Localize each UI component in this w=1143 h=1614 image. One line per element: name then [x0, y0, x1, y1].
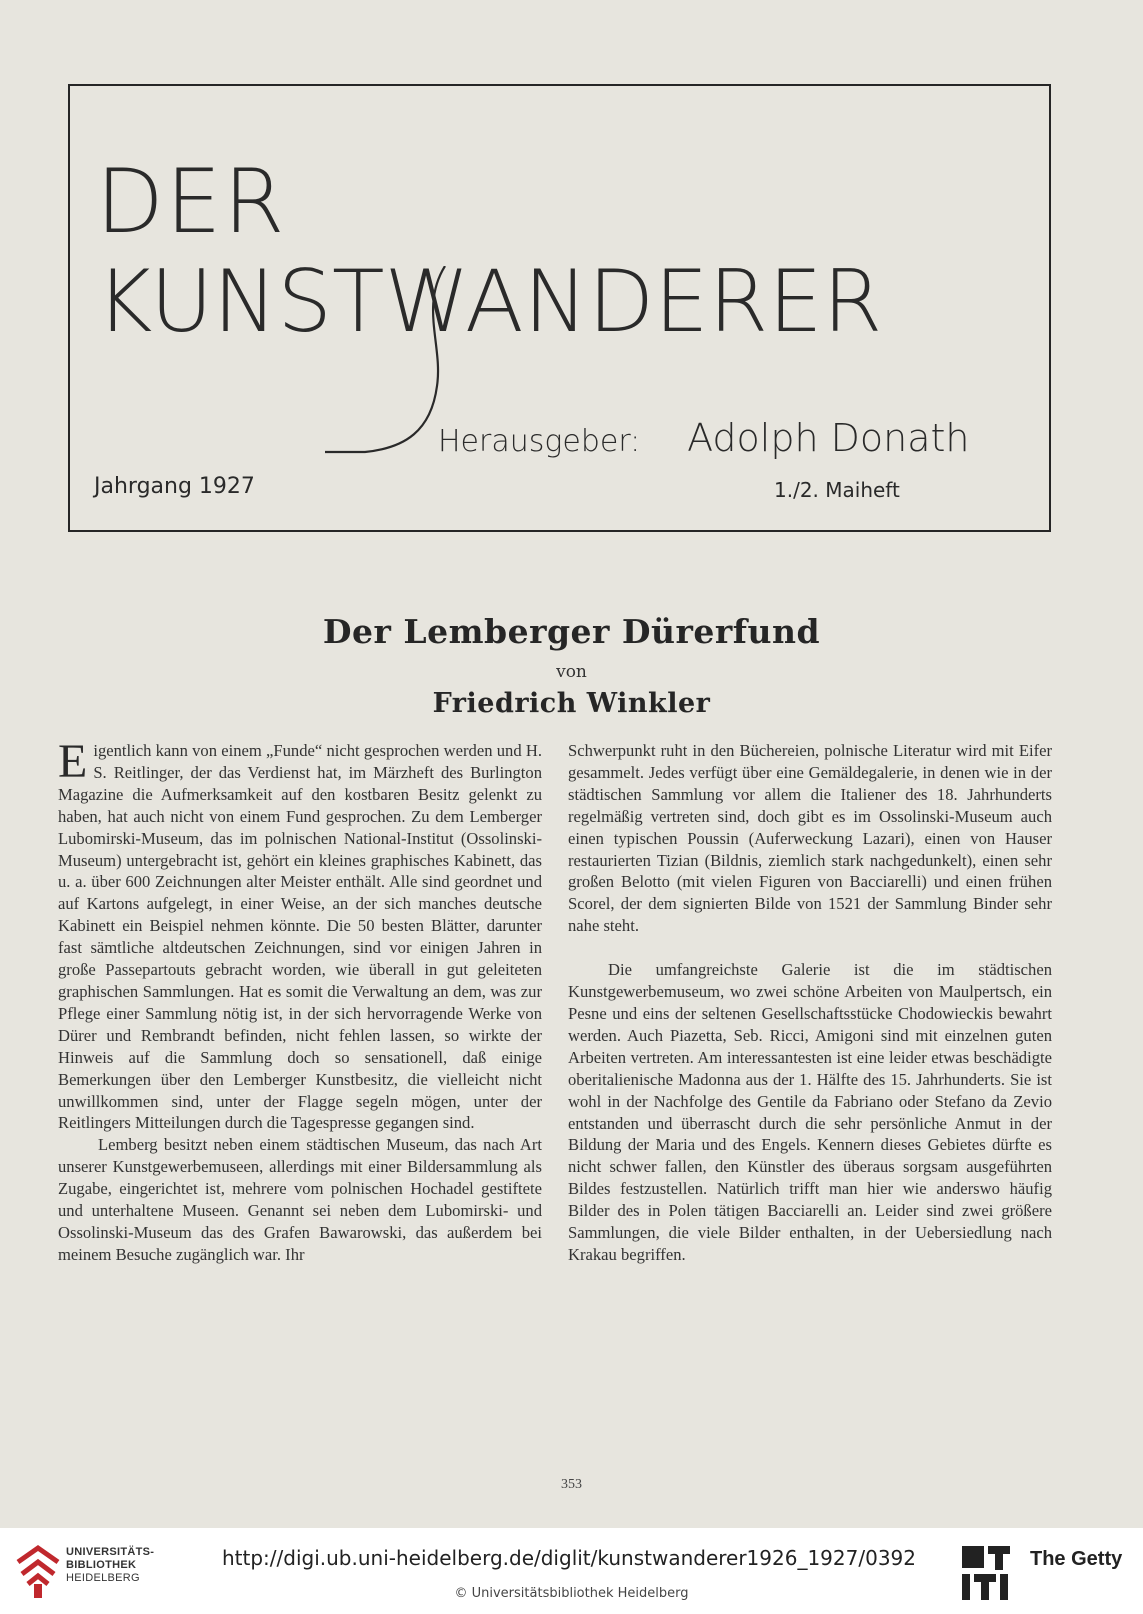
masthead-title-line1: DER: [96, 150, 287, 253]
article-by: von: [556, 662, 587, 682]
page-number: 353: [561, 1477, 582, 1492]
article-title: Der Lemberger Dürerfund: [322, 612, 821, 651]
library-line1: UNIVERSITÄTS-: [66, 1546, 155, 1558]
article-column-right: [568, 740, 1052, 1266]
masthead-frame: [68, 84, 1051, 532]
masthead-hook-flourish: [325, 266, 455, 456]
masthead-issue: 1./2. Maiheft: [774, 478, 900, 502]
article-column-left: [58, 735, 542, 1266]
copyright-notice: © Universitätsbibliothek Heidelberg: [454, 1586, 689, 1601]
article-paragraph: [58, 735, 542, 1134]
editor-label: Herausgeber:: [438, 424, 641, 459]
article-paragraph: Die umfangreichste Galerie ist die im städtischen Kunstgewerbemuseum, wo zwei schöne Arbeiten von Maulpertsch, ein Pesne und eins der seltenen Gesellschaftsstücke Chodowieckis bewahrt werden. Auch Piazetta, Seb. Ricci, Amigoni sind mit einzelnen guten Arbeiten vertreten. Am interessantesten ist eine leider etwas beschädigte oberitalienische Madonna aus der 1. Hälfte des 15. Jahrhunderts. Sie ist wohl in der Nachfolge des Gentile da Fabriano oder Stefano da Zevio entstanden und überrascht durch die sehr persönliche Anmut in der Bildung der Maria und des Engels. Kennern dieses Gebietes dürfte es nicht schwer fallen, den Künstler des überaus sorgsam ausgeführten Bildes festzustellen. Natürlich trifft man hier wie anderswo häufig Bilder des in Polen tätigen Bacciarelli an. Leider sind zwei größere Sammlungen, die viele Bilder enthalten, in der Uebersiedlung nach Krakau begriffen.: [568, 960, 1052, 1264]
library-line2: BIBLIOTHEK: [66, 1559, 137, 1571]
drop-cap-letter: E: [58, 735, 88, 788]
getty-name: The Getty: [1030, 1548, 1123, 1570]
masthead-title-line2: KUNSTWANDERER: [96, 252, 883, 352]
source-url-link[interactable]: http://digi.ub.uni-heidelberg.de/diglit/kunstwanderer1926_1927/0392: [222, 1546, 916, 1570]
article-paragraph: Schwerpunkt ruht in den Büchereien, polnische Literatur wird mit Eifer gesammelt. Jedes verfügt über eine Gemäldegalerie, in denen wie in der städtischen Sammlung vor allem die Italiener des 18. Jahrhunderts regelmäßig vertreten sind, doch gibt es im Ossolinski-Museum auch einen typischen Poussin (Auferweckung Lazari), einen von Hauser restaurierten Tizian (Bildnis, ziemlich stark nachgedunkelt), einen sehr großen Belotto (mit vielen Figuren von Bacciarelli) und einen frühen Scorel, der dem signierten Bilde von 1521 der Sammlung Binder sehr nahe steht.: [568, 741, 1052, 936]
digitization-footer: [0, 1528, 1143, 1614]
getty-logo-icon: [962, 1546, 1010, 1602]
masthead-editor: [438, 416, 998, 460]
library-line3: HEIDELBERG: [66, 1572, 140, 1584]
university-library-name: [66, 1546, 154, 1585]
editor-name: Adolph Donath: [687, 416, 970, 460]
article-paragraph: Lemberg besitzt neben einem städtischen Museum, das nach Art unserer Kunstgewerbemuseen, allerdings mit einer Bildersammlung als Zugabe, eingerichtet ist, mehrere vom polnischen Hochadel gestiftete und unterhaltene Museen. Genannt sei neben dem Lubomirski- und Ossolinski-Museum das des Grafen Bawarowski, das außerdem bei meinem Besuche zugänglich war. Ihr: [58, 1135, 542, 1264]
masthead-year: Jahrgang 1927: [94, 474, 255, 499]
paragraph-text: igentlich kann von einem „Funde“ nicht gesprochen werden und H. S. Reitlinger, der das Verdienst hat, im Märzheft des Burlington Magazine die Aufmerksamkeit auf den kostbaren Besitz gelenkt zu haben, hat auch nicht von einem Fund gesprochen. Zu dem Lemberger Lubomirski-Museum, das im polnischen National-Institut (Ossolinski-Museum) untergebracht ist, gehört ein kleines graphisches Kabinett, das u. a. über 600 Zeichnungen alter Meister enthält. Alle sind geordnet und auf Kartons aufgelegt, in einer Weise, an der sich manches deutsche Kabinett ein Beispiel nehmen könnte. Die 50 besten Blätter, darunter fast sämtliche altdeutschen Zeichnungen, sind vor einigen Jahren in große Passepartouts gebracht worden, wie überall in gut geleiteten graphischen Sammlungen. Hat es somit die Verwaltung an dem, was zur Pflege einer Sammlung nötig ist, in der sich hervorragende Werke von Dürer und Rembrandt befinden, nicht fehlen lassen, so wirkte der Hinweis auf die Sammlung doch so sensationell, daß einige Bemerkungen über den Lemberger Kunstbesitz, die vielleicht nicht unwillkommen sind, unter der Flagge segeln mögen, unter der Reitlingers Mitteilungen durch die Tagespresse gegangen sind.: [58, 741, 542, 1133]
masthead-title: [96, 152, 1026, 352]
article-author: Friedrich Winkler: [432, 688, 711, 719]
